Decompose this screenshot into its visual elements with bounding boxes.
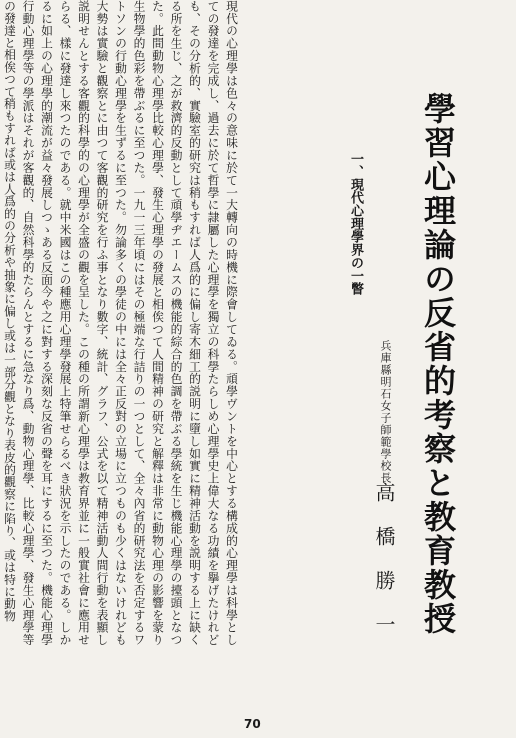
- body-text: [0, 0, 241, 646]
- body-paragraph: 現代の心理學は色々の意味に於て一大轉向の時機に際會してゐる。頑學ヴントを中心とする構成的心理學は科學としての發達を完成し、過去に於て哲學に隷屬した心理學を獨立の科學たらしめ心理學史上偉大なる功績を擧げたけれども、その分析的、實驗室的研究は稍もすれば人爲的に偏し寄木細工的説明に墮し如實に精神活動を説明する上に缺くる所を生じ、之が救濟的反動として頑學ヂエームスの機能的綜合的色調を帶ぶる學統を生じ機能心理學の擡頭となつた。此間動物心理學比較心理學、發生心理學の發展と相俟つて人間精神の研究と解釋は非常に動物心理の影響を蒙り生物學的色彩を帶ぶるに至つた。一九一三年頃にはその極端な行詰りの一つとして、全々內省的研究法を否定するワトソンの行動心理學を生ずるに至つた。勿論多くの學徒の中には全々正反對の立場に立つものも少くはないけれども大勢は實驗と觀察とに由つて客觀的研究を行ふ事となり數字、統計、グラフ、公式を以て精神活動人間行動を表顯し説明せんとする客觀的科學的の心理學が全盛の觀を呈した。この種の所謂新心理學は教育界並に一般實社會に應用せらる、樣に發達し來つたのである。就中米國はこの種應用心理學發展上特筆せらるべき狀況を示したのである。しかるに如上の心理學的潮流が益々發展しつゝある反面今や之に對する深刻な反省の聲を耳にするに至つた。機能心理學行動心理學等の學派はそれが客觀的、自然科學的たらんとするに急なり爲、動物心理學、比較心理學、發生心理學等の發達と相俟つて稍もすれば或は人爲的の分析や抽象に偏し或は一部分觀となり表皮的觀察に陷り、或は特に動物: [2, 0, 239, 646]
- section-heading: 一、現代心理學界の一瞥: [348, 152, 363, 295]
- author-name: 高橋勝一: [372, 482, 396, 658]
- author-affiliation: 兵庫縣明石女子師範學校長: [379, 340, 392, 484]
- page-number: 70: [244, 717, 261, 731]
- article-title: 學習心理論の反省的考察と教育教授: [419, 92, 457, 636]
